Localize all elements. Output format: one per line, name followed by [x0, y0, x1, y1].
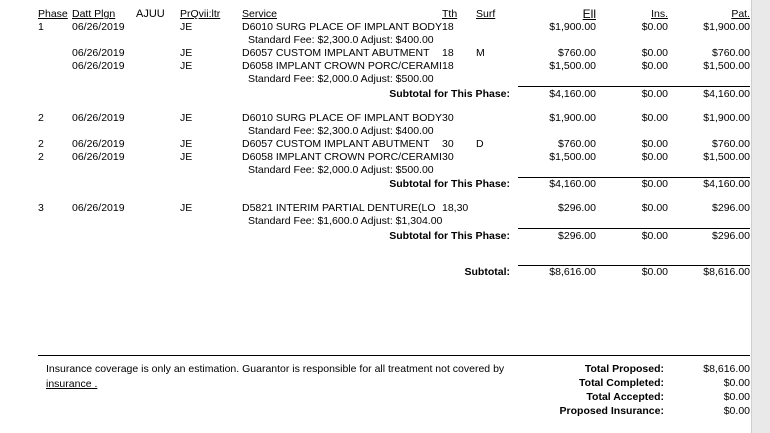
grand-subtotal-label: Subtotal: [464, 266, 510, 278]
cell-ins: $0.00 [641, 60, 668, 72]
cell-surf [476, 112, 518, 125]
insurance-disclaimer [46, 362, 516, 392]
section-spacer [38, 191, 750, 202]
cell-provider: JE [180, 60, 193, 72]
cell-service: D5821 INTERIM PARTIAL DENTURE(LO [242, 202, 436, 214]
grand-subtotal-pat: $8,616.00 [703, 266, 750, 278]
cell-date: 06/26/2019 [72, 137, 125, 150]
cell-fee: $1,900.00 [549, 21, 596, 33]
cell-standard-fee-note: Standard Fee: $2,000.0 Adjust: $500.00 [248, 73, 434, 85]
table-row-note [38, 164, 750, 178]
cell-fee: $1,500.00 [549, 60, 596, 72]
column-header-surf: Surf [476, 8, 496, 20]
phase-subtotal-ins: $0.00 [641, 229, 668, 242]
column-header-provider: PrQvii:ltr [180, 8, 221, 20]
section-spacer [38, 254, 750, 266]
phase-subtotal-ins: $0.00 [641, 87, 668, 100]
cell-phase: 2 [38, 150, 44, 163]
cell-provider: JE [180, 150, 193, 163]
cell-phase [38, 47, 72, 60]
cell-pat: $1,900.00 [703, 111, 750, 124]
table-row [38, 60, 750, 73]
total-completed-value: $0.00 [723, 377, 750, 389]
column-header-tth: Tth [442, 8, 458, 20]
cell-tth: 30 [442, 150, 454, 163]
cell-service: D6058 IMPLANT CROWN PORC/CERAMI [242, 150, 442, 163]
table-row-note [38, 125, 750, 138]
cell-fee: $760.00 [558, 47, 596, 59]
cell-ins: $0.00 [641, 47, 668, 59]
total-completed-label: Total Completed: [579, 377, 664, 389]
treatment-plan-table [38, 8, 750, 279]
cell-ins: $0.00 [641, 111, 668, 124]
grand-subtotal-ins: $0.00 [641, 266, 668, 278]
phase-subtotal-label: Subtotal for This Phase: [389, 229, 510, 242]
cell-service: D6010 SURG PLACE OF IMPLANT BODY [242, 111, 442, 124]
total-row [470, 362, 750, 376]
page-right-margin [751, 0, 770, 433]
cell-pat: $760.00 [712, 137, 750, 150]
cell-phase: 2 [38, 111, 44, 124]
cell-tth: 18 [442, 21, 454, 33]
cell-date: 06/26/2019 [72, 60, 125, 72]
phase-subtotal-fee: $4,160.00 [549, 178, 596, 190]
table-row [38, 151, 750, 164]
grand-subtotal-fee: $8,616.00 [549, 266, 596, 278]
cell-plan [132, 151, 180, 164]
table-row-note [38, 215, 750, 229]
cell-pat: $1,500.00 [703, 60, 750, 72]
cell-date: 06/26/2019 [72, 47, 125, 59]
phase-subtotal-pat: $4,160.00 [703, 87, 750, 100]
total-row [470, 390, 750, 404]
column-header-date: Datt Plgn [72, 8, 116, 20]
table-row [38, 47, 750, 60]
cell-tth: 18 [442, 60, 454, 72]
cell-plan [132, 47, 180, 60]
cell-tth: 30 [442, 111, 454, 124]
column-header-fee: Ell [582, 7, 596, 21]
cell-date: 06/26/2019 [72, 111, 125, 124]
table-row [38, 138, 750, 151]
disclaimer-line-2: insurance . [46, 378, 98, 390]
phase-subtotal-ins: $0.00 [641, 178, 668, 190]
cell-provider: JE [180, 202, 193, 214]
disclaimer-line-1: Insurance coverage is only an estimation. Guarantor is responsible for all treatment not covered by [46, 363, 505, 375]
cell-provider: JE [180, 137, 193, 150]
column-header-phase: Phase [38, 8, 68, 20]
cell-date: 06/26/2019 [72, 21, 125, 33]
cell-surf [476, 202, 518, 215]
column-header-ins: Ins. [651, 8, 668, 20]
cell-provider: JE [180, 111, 193, 124]
cell-pat: $296.00 [712, 202, 750, 214]
phase-subtotal-fee: $296.00 [558, 229, 596, 242]
cell-standard-fee-note: Standard Fee: $2,300.0 Adjust: $400.00 [248, 124, 434, 137]
phase-subtotal-row [38, 88, 750, 101]
cell-pat: $760.00 [712, 47, 750, 59]
cell-plan [132, 60, 180, 73]
footer-divider [38, 355, 750, 356]
totals-summary [470, 362, 750, 418]
table-row [38, 202, 750, 215]
total-accepted-value: $0.00 [723, 391, 750, 403]
total-row [470, 376, 750, 390]
cell-surf: M [476, 47, 485, 59]
phase-subtotal-label: Subtotal for This Phase: [389, 87, 510, 100]
table-row [38, 21, 750, 34]
cell-standard-fee-note: Standard Fee: $1,600.0 Adjust: $1,304.00 [248, 215, 443, 227]
cell-plan [132, 202, 180, 215]
cell-service: D6010 SURG PLACE OF IMPLANT BODY [242, 21, 442, 33]
cell-ins: $0.00 [641, 21, 668, 33]
cell-pat: $1,900.00 [703, 21, 750, 33]
phase-subtotal-fee: $4,160.00 [549, 87, 596, 100]
cell-surf [476, 151, 518, 164]
cell-service: D6057 CUSTOM IMPLANT ABUTMENT [242, 137, 430, 150]
total-proposed-value: $8,616.00 [703, 363, 750, 375]
cell-service: D6058 IMPLANT CROWN PORC/CERAMI [242, 60, 442, 72]
cell-fee: $1,900.00 [549, 111, 596, 124]
cell-surf [476, 21, 518, 34]
proposed-insurance-value: $0.00 [723, 405, 750, 417]
cell-provider: JE [180, 21, 193, 33]
cell-plan [132, 21, 180, 34]
cell-service: D6057 CUSTOM IMPLANT ABUTMENT [242, 47, 430, 59]
column-header-plan: AJUU [136, 8, 165, 20]
table-row [38, 112, 750, 125]
cell-fee: $296.00 [558, 202, 596, 214]
cell-fee: $760.00 [558, 137, 596, 150]
cell-phase: 3 [38, 202, 44, 214]
cell-phase: 2 [38, 137, 44, 150]
cell-phase [38, 60, 72, 73]
table-body [38, 21, 750, 279]
grand-subtotal-row [38, 266, 750, 279]
cell-provider: JE [180, 47, 193, 59]
cell-tth: 18,30 [442, 202, 469, 214]
section-spacer [38, 101, 750, 112]
cell-surf [476, 60, 518, 73]
total-proposed-label: Total Proposed: [584, 363, 664, 375]
cell-fee: $1,500.00 [549, 150, 596, 163]
cell-pat: $1,500.00 [703, 150, 750, 163]
cell-tth: 18 [442, 47, 454, 59]
table-header [38, 8, 750, 21]
cell-surf: D [476, 137, 484, 150]
total-accepted-label: Total Accepted: [586, 391, 664, 403]
cell-plan [132, 138, 180, 151]
phase-subtotal-pat: $4,160.00 [703, 178, 750, 190]
cell-phase: 1 [38, 21, 44, 33]
section-spacer [38, 243, 750, 254]
column-header-pat: Pat. [731, 8, 750, 20]
phase-subtotal-label: Subtotal for This Phase: [389, 178, 510, 190]
cell-ins: $0.00 [641, 150, 668, 163]
cell-plan [132, 112, 180, 125]
cell-standard-fee-note: Standard Fee: $2,300.0 Adjust: $400.00 [248, 34, 434, 46]
phase-subtotal-row [38, 178, 750, 191]
phase-subtotal-pat: $296.00 [712, 229, 750, 242]
cell-tth: 30 [442, 137, 454, 150]
table-row-note [38, 34, 750, 47]
cell-date: 06/26/2019 [72, 202, 125, 214]
proposed-insurance-label: Proposed Insurance: [559, 405, 664, 417]
cell-standard-fee-note: Standard Fee: $2,000.0 Adjust: $500.00 [248, 163, 434, 176]
cell-ins: $0.00 [641, 202, 668, 214]
table-row-note [38, 73, 750, 87]
column-header-service: Service [242, 8, 278, 20]
total-row [470, 404, 750, 418]
cell-ins: $0.00 [641, 137, 668, 150]
cell-date: 06/26/2019 [72, 150, 125, 163]
phase-subtotal-row [38, 230, 750, 243]
